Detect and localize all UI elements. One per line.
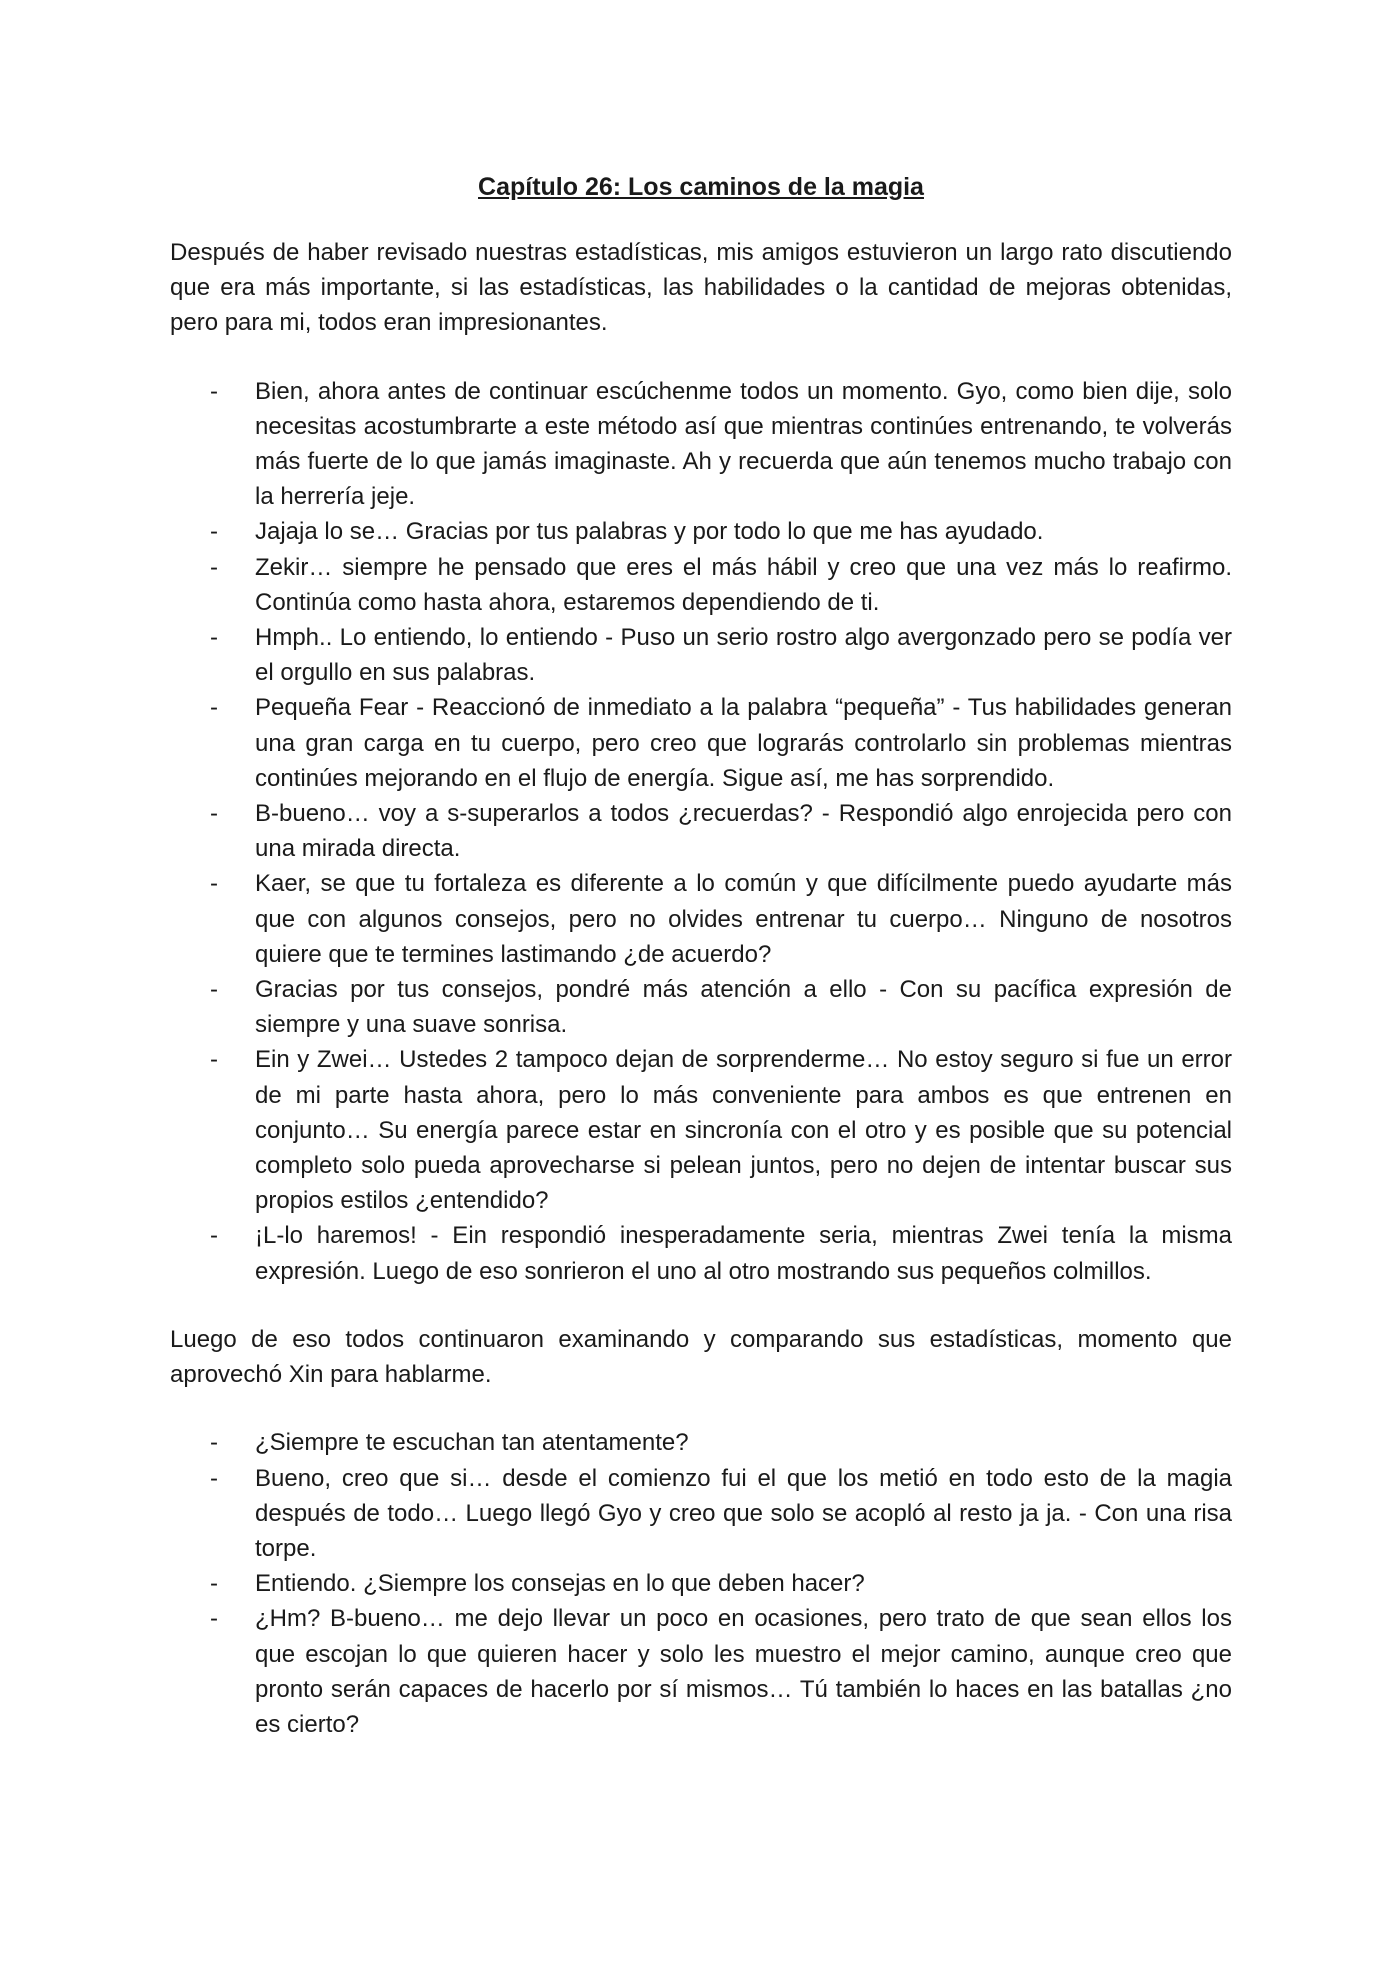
dialogue-line (170, 620, 1232, 690)
document-page (170, 170, 1232, 1775)
dash-marker: - (210, 1046, 218, 1074)
dash-marker: - (210, 1464, 218, 1492)
dash-marker: - (210, 976, 218, 1004)
dash-marker: - (210, 1429, 218, 1457)
dash-marker: - (210, 1605, 218, 1633)
dialogue-list-1 (170, 374, 1232, 1289)
dialogue-text: B-bueno… voy a s-superarlos a todos ¿recuerdas? - Respondió algo enrojecida pero con una mirada directa. (255, 800, 1232, 863)
dialogue-line (170, 374, 1232, 515)
chapter-title: Capítulo 26: Los caminos de la magia (478, 173, 924, 201)
dialogue-line (170, 690, 1232, 796)
dash-marker: - (210, 800, 218, 828)
dialogue-text: Jajaja lo se… Gracias por tus palabras y por todo lo que me has ayudado. (255, 518, 1044, 546)
intro-paragraph: Después de haber revisado nuestras estadísticas, mis amigos estuvieron un largo rato discutiendo que era más importante, si las estadísticas, las habilidades o la cantidad de mejoras obtenidas, pero para mi, todos eran impresionantes. (170, 239, 1232, 337)
dash-marker: - (210, 1222, 218, 1250)
dialogue-list-2 (170, 1425, 1232, 1742)
dialogue-text: Kaer, se que tu fortaleza es diferente a lo común y que difícilmente puedo ayudarte más que con algunos consejos, pero no olvides entrenar tu cuerpo… Ninguno de nosotros quiere que te termines lastimando ¿de acuerdo? (255, 870, 1232, 968)
dialogue-line (170, 796, 1232, 866)
dash-marker: - (210, 694, 218, 722)
dash-marker: - (210, 553, 218, 581)
dialogue-line (170, 1218, 1232, 1288)
dash-marker: - (210, 518, 218, 546)
dialogue-line (170, 1425, 1232, 1460)
dialogue-line (170, 1566, 1232, 1601)
dialogue-text: Bien, ahora antes de continuar escúchenme todos un momento. Gyo, como bien dije, solo necesitas acostumbrarte a este método así que mientras continúes entrenando, te volverás más fuerte de lo que jamás imaginaste. Ah y recuerda que aún tenemos mucho trabajo con la herrería jeje. (255, 377, 1232, 511)
dialogue-text: Zekir… siempre he pensado que eres el más hábil y creo que una vez más lo reafirmo. Continúa como hasta ahora, estaremos dependiendo de ti. (255, 553, 1232, 616)
dialogue-line (170, 1461, 1232, 1567)
dialogue-text: Ein y Zwei… Ustedes 2 tampoco dejan de sorprenderme… No estoy seguro si fue un error de mi parte hasta ahora, pero lo más conveniente para ambos es que entrenen en conjunto… Su energía parece estar en sincronía con el otro y es posible que su potencial completo solo pueda aprovecharse si pelean juntos, pero no dejen de intentar buscar sus propios estilos ¿entendido? (255, 1046, 1232, 1215)
dialogue-line (170, 550, 1232, 620)
dialogue-line (170, 1042, 1232, 1218)
dialogue-text: ¿Siempre te escuchan tan atentamente? (255, 1429, 689, 1457)
dialogue-text: Gracias por tus consejos, pondré más atención a ello - Con su pacífica expresión de siempre y una suave sonrisa. (255, 976, 1232, 1039)
dialogue-text: Pequeña Fear - Reaccionó de inmediato a la palabra “pequeña” - Tus habilidades generan una gran carga en tu cuerpo, pero creo que lograrás controlarlo sin problemas mientras continúes mejorando en el flujo de energía. Sigue así, me has sorprendido. (255, 694, 1232, 792)
dialogue-text: Bueno, creo que si… desde el comienzo fui el que los metió en todo esto de la magia después de todo… Luego llegó Gyo y creo que solo se acopló al resto ja ja. - Con una risa torpe. (255, 1464, 1232, 1562)
dash-marker: - (210, 870, 218, 898)
dialogue-text: ¿Hm? B-bueno… me dejo llevar un poco en ocasiones, pero trato de que sean ellos los que escojan lo que quieren hacer y solo les muestro el mejor camino, aunque creo que pronto serán capaces de hacerlo por sí mismos… Tú también lo haces en las batallas ¿no es cierto? (255, 1605, 1232, 1738)
middle-paragraph: Luego de eso todos continuaron examinando y comparando sus estadísticas, momento que aprovechó Xin para hablarme. (170, 1325, 1232, 1389)
dialogue-line (170, 866, 1232, 972)
dialogue-line (170, 972, 1232, 1042)
dialogue-line (170, 1601, 1232, 1742)
dialogue-text: ¡L-lo haremos! - Ein respondió inesperadamente seria, mientras Zwei tenía la misma expresión. Luego de eso sonrieron el uno al otro mostrando sus pequeños colmillos. (255, 1222, 1232, 1285)
dash-marker: - (210, 1570, 218, 1598)
dialogue-text: Hmph.. Lo entiendo, lo entiendo - Puso un serio rostro algo avergonzado pero se podía ver el orgullo en sus palabras. (255, 624, 1232, 687)
dialogue-line (170, 514, 1232, 549)
dash-marker: - (210, 624, 218, 652)
dash-marker: - (210, 377, 218, 405)
dialogue-text: Entiendo. ¿Siempre los consejas en lo que deben hacer? (255, 1570, 865, 1598)
